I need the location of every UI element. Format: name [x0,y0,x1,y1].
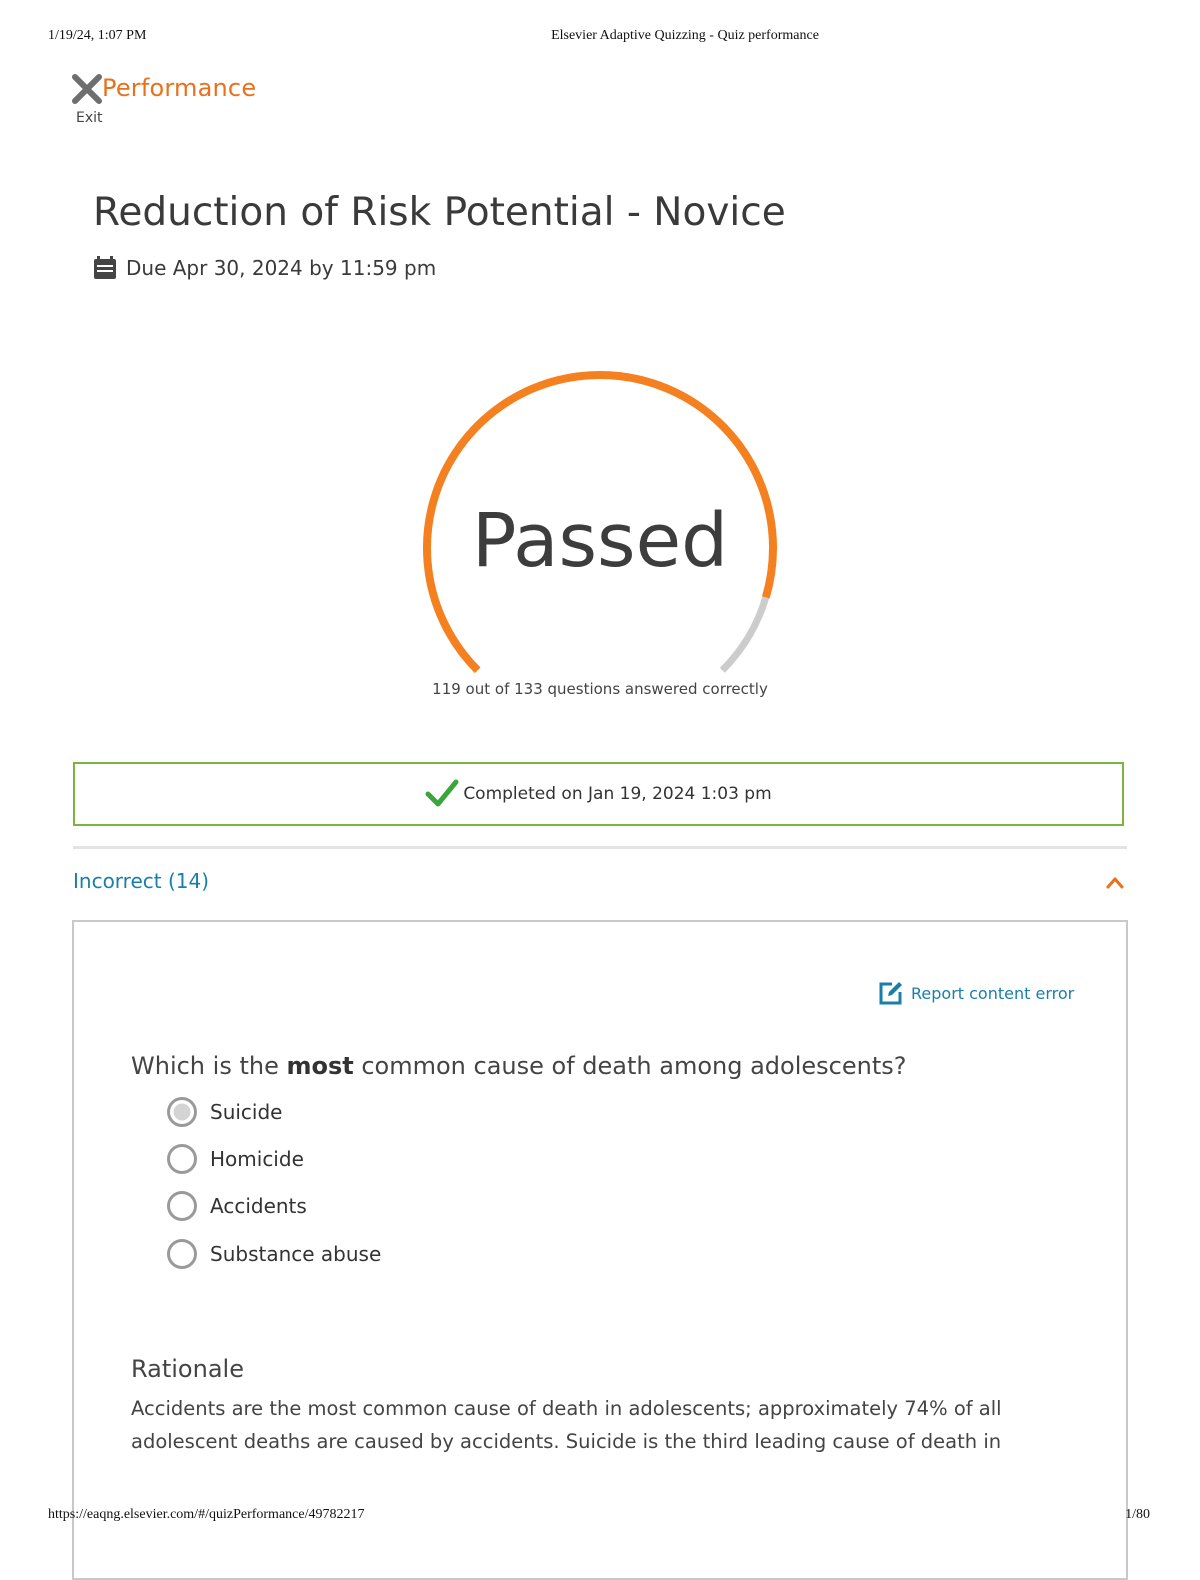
answer-option[interactable] [166,1143,304,1175]
radio-selected-icon[interactable] [166,1096,198,1128]
answer-option-label: Suicide [210,1100,283,1124]
pass-status: Passed [471,498,729,584]
radio-unselected-icon[interactable] [166,1190,198,1222]
print-page-title: Elsevier Adaptive Quizzing - Quiz performance [551,28,819,43]
score-caption: 119 out of 133 questions answered correctly [432,680,768,698]
rationale-line: adolescent deaths are caused by accidents. Suicide is the third leading cause of death in [131,1430,1002,1453]
print-url: https://eaqng.elsevier.com/#/quizPerformance/49782217 [48,1507,365,1522]
edit-icon [878,980,904,1006]
chevron-up-icon[interactable] [1105,874,1125,890]
rationale-line: Accidents are the most common cause of death in adolescents; approximately 74% of all [131,1397,1002,1420]
answer-option[interactable] [166,1238,381,1270]
question-stem [131,1052,906,1080]
completed-text: Completed on Jan 19, 2024 1:03 pm [463,784,772,804]
calendar-icon [93,256,117,280]
checkmark-icon [425,779,459,809]
rationale-heading: Rationale [131,1355,244,1383]
answer-option-label: Homicide [210,1147,304,1171]
page-heading: Performance [102,74,257,102]
score-gauge [400,360,800,710]
question-stem-start: Which is the [131,1052,287,1080]
report-content-error-link[interactable] [878,980,1074,1006]
score-ring-remainder [722,597,765,670]
answer-option[interactable] [166,1096,282,1128]
quiz-title: Reduction of Risk Potential - Novice [93,190,786,235]
completed-banner [73,762,1124,826]
exit-label[interactable]: Exit [76,110,103,126]
close-x-icon [70,72,104,106]
radio-unselected-icon[interactable] [166,1143,198,1175]
incorrect-section-label: Incorrect (14) [73,869,210,893]
exit-button[interactable] [70,72,104,106]
rationale-text [131,1392,1031,1458]
report-content-error-label: Report content error [911,983,1075,1003]
question-stem-end: common cause of death among adolescents? [353,1052,907,1080]
radio-unselected-icon[interactable] [166,1238,198,1270]
print-page-number: 1/80 [1125,1507,1150,1522]
incorrect-section-toggle[interactable] [73,866,1127,900]
answer-option-label: Substance abuse [210,1242,382,1266]
section-divider [73,846,1127,849]
question-stem-emphasis: most [286,1052,354,1080]
due-date-text: Due Apr 30, 2024 by 11:59 pm [126,256,437,280]
print-header [0,28,1200,48]
print-date: 1/19/24, 1:07 PM [48,28,147,43]
answer-option-label: Accidents [210,1194,307,1218]
due-date [93,256,436,280]
print-footer [0,1507,1200,1527]
answer-option[interactable] [166,1190,307,1222]
